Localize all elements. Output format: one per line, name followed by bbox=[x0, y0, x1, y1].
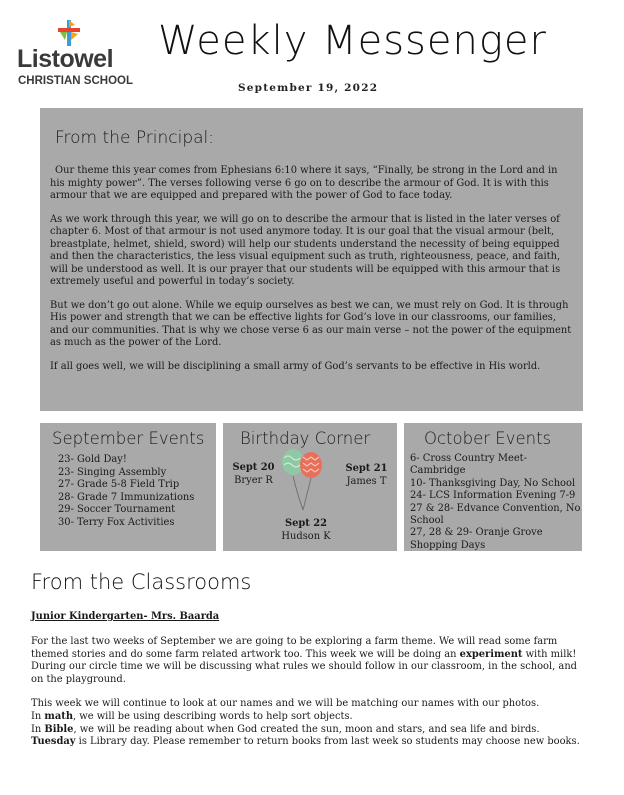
list-item: 28- Grade 7 Immunizations bbox=[58, 491, 195, 503]
principal-paragraph: But we don’t go out alone. While we equip ourselves as best we can, we must rely on God. It is through His power and strength that we can be effective lights for God’s love in our classrooms, our families, and our communities. That is why we chose verse 6 as our main verse – not the power of the equipment as much as the power of the Lord. bbox=[50, 299, 572, 348]
classroom-paragraph bbox=[31, 698, 591, 748]
newsletter-title: Weekly Messenger bbox=[158, 18, 547, 64]
birthday-date: Sept 20 bbox=[232, 462, 275, 473]
principal-heading: From the Principal: bbox=[55, 128, 214, 148]
balloons-icon bbox=[279, 448, 329, 518]
list-item: 23- Gold Day! bbox=[58, 454, 127, 465]
list-item: 27- Grade 5-8 Field Trip bbox=[58, 479, 180, 491]
classroom-paragraph bbox=[31, 636, 591, 686]
logo-name: Listowel bbox=[17, 45, 114, 73]
list-item: 27, 28 & 29- Oranje Grove Shopping Days bbox=[410, 527, 543, 551]
text-segment: In bbox=[31, 710, 45, 722]
birthday-name: James T bbox=[346, 476, 387, 487]
birthday-name: Hudson K bbox=[281, 531, 331, 542]
text-segment: with milk! During our circle time we will be discussing what rules we should follow in our classroom, in the school, and on the playground. bbox=[31, 648, 577, 685]
october-events-heading: October Events bbox=[424, 429, 552, 448]
school-logo bbox=[17, 18, 133, 90]
bold-word: experiment bbox=[459, 648, 523, 660]
list-item: 30- Terry Fox Activities bbox=[58, 516, 175, 528]
september-events-list bbox=[52, 454, 216, 530]
classroom-title: Junior Kindergarten- Mrs. Baarda bbox=[31, 611, 220, 622]
text-segment: is Library day. Please remember to return books from last week so students may choose new books. bbox=[75, 736, 580, 748]
birthday-entry bbox=[343, 462, 390, 488]
october-events-list bbox=[410, 453, 582, 552]
cross-logo-icon bbox=[56, 18, 82, 48]
text-segment: , we will be reading about when God created the sun, moon and stars, and sea life and birds. bbox=[73, 723, 540, 735]
october-events-box bbox=[404, 423, 582, 551]
birthday-name: Bryer R bbox=[234, 475, 273, 486]
text-line bbox=[31, 711, 591, 724]
bold-word: Bible bbox=[44, 723, 74, 735]
principal-paragraph: Our theme this year comes from Ephesians 6:10 where it says, “Finally, be strong in the Lord and in his mighty power”. The verses following verse 6 go on to describe the armour of God. It is with this armour that we are equipped and prepared with the power of God to face today. bbox=[50, 165, 558, 201]
september-events-box bbox=[40, 423, 216, 551]
bold-word: Tuesday bbox=[31, 736, 76, 748]
classrooms-heading: From the Classrooms bbox=[31, 570, 252, 594]
text-line bbox=[31, 724, 591, 737]
birthday-date: Sept 22 bbox=[284, 518, 328, 529]
list-item: 6- Cross Country Meet- Cambridge bbox=[410, 453, 527, 477]
birthday-date: Sept 21 bbox=[345, 463, 388, 474]
september-events-heading: September Events bbox=[52, 429, 205, 448]
birthday-entry bbox=[273, 517, 339, 543]
text-segment: In bbox=[31, 723, 45, 735]
principal-paragraph: If all goes well, we will be disciplining a small army of God’s servants to be effective in His world. bbox=[50, 360, 541, 372]
text-segment: , we will be using describing words to help sort objects. bbox=[73, 710, 353, 722]
issue-date: September 19, 2022 bbox=[238, 82, 379, 94]
list-item: 23- Singing Assembly bbox=[58, 466, 167, 478]
list-item: 24- LCS Information Evening 7-9 bbox=[410, 490, 576, 502]
list-item: 27 & 28- Edvance Convention, No School bbox=[410, 502, 581, 527]
list-item: 29- Soccer Tournament bbox=[58, 504, 176, 516]
text-line bbox=[31, 736, 591, 749]
birthday-corner-heading: Birthday Corner bbox=[240, 429, 371, 448]
bold-word: math bbox=[44, 710, 73, 722]
principal-section bbox=[40, 108, 583, 411]
list-item: 10- Thanksgiving Day, No School bbox=[410, 477, 576, 489]
text-line: This week we will continue to look at our names and we will be matching our names with our photos. bbox=[31, 698, 540, 710]
text-segment: For the last two weeks of September we are going to be exploring a farm theme. We will read some farm themed stories and do some farm related artwork too. This week we will be doing an bbox=[31, 636, 558, 660]
classroom-section bbox=[31, 610, 591, 761]
birthday-entry bbox=[231, 461, 276, 487]
birthday-corner-box bbox=[223, 423, 397, 551]
principal-paragraph: As we work through this year, we will go on to describe the armour that is listed in the later verses of chapter 6. Most of that armour is not used anymore today. It is our goal that the visual armour (belt, breastplate, helmet, shield, sword) will help our students understand the necessity of being equipped and then the characteristics, the less visual equipment such as truth, righteousness, peace, and faith, will be understood as well. It is our prayer that our students will be equipped with this armour that is extremely useful and powerful in today’s society. bbox=[50, 213, 561, 287]
logo-subname: CHRISTIAN SCHOOL bbox=[18, 75, 133, 87]
